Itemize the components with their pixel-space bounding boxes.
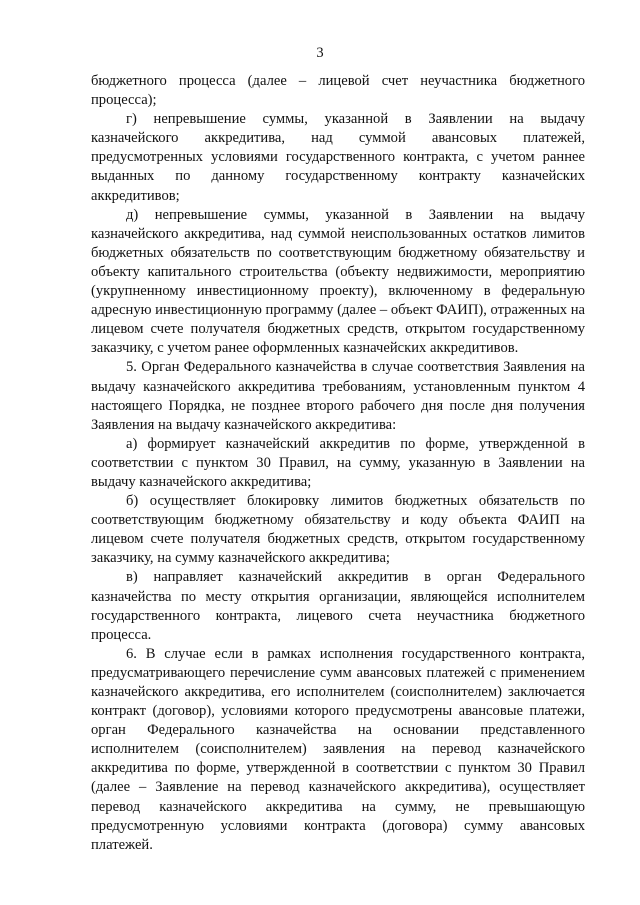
paragraph-item-v: в) направляет казначейский аккредитив в орган Федерального казначейства по месту открытия организации, являющейся исполнителем государственного контракта, лицевого счета неучастника бюджетного процесса.	[91, 569, 585, 643]
paragraph-section-5: 5. Орган Федерального казначейства в случае соответствия Заявления на выдачу казначейского аккредитива требованиям, установленным пунктом 4 настоящего Порядка, не позднее второго рабочего дня после дня получения Заявления на выдачу казначейского аккредитива:	[91, 359, 585, 433]
paragraph-item-d: д) непревышение суммы, указанной в Заявлении на выдачу казначейского аккредитива, над суммой неиспользованных остатков лимитов бюджетных обязательств по соответствующим бюджетному обязательству и объекту капитального строительства (объекту недвижимости, мероприятию (укрупненному инвестиционному проекту), включенному в федеральную адресную инвестиционную программу (далее – объект ФАИП), отраженных на лицевом счете получателя бюджетных средств, открытом государственному заказчику, с учетом ранее оформленных казначейских аккредитивов.	[91, 206, 585, 357]
paragraph-continuation: бюджетного процесса (далее – лицевой счет неучастника бюджетного процесса);	[91, 73, 585, 109]
paragraph-section-6: 6. В случае если в рамках исполнения государственного контракта, предусматривающего перечисление сумм авансовых платежей с применением казначейского аккредитива, его исполнителем (соисполнителем) заключается контракт (договор), условиями которого предусмотрены авансовые платежи, орган Федерального казначейства на основании представленного исполнителем (соисполнителем) заявления на перевод казначейского аккредитива по форме, утвержденной в соответствии с пунктом 30 Правил (далее – Заявление на перевод казначейского аккредитива), осуществляет перевод казначейского аккредитива на сумму, не превышающую предусмотренную условиями контракта (договора) сумму авансовых платежей.	[91, 645, 585, 853]
paragraph-item-g: г) непревышение суммы, указанной в Заявлении на выдачу казначейского аккредитива, над суммой авансовых платежей, предусмотренных условиями государственного контракта, с учетом раннее выданных по данному государственному контракту казначейских аккредитивов;	[91, 111, 585, 204]
document-body	[91, 72, 585, 855]
paragraph-item-b: б) осуществляет блокировку лимитов бюджетных обязательств по соответствующим бюджетному обязательству и коду объекта ФАИП на лицевом счете получателя бюджетных средств, открытом государственному заказчику, на сумму казначейского аккредитива;	[91, 493, 585, 567]
paragraph-item-a: а) формирует казначейский аккредитив по форме, утвержденной в соответствии с пунктом 30 Правил, на сумму, указанную в Заявлении на выдачу казначейского аккредитива;	[91, 435, 585, 490]
page-number: 3	[316, 45, 324, 61]
